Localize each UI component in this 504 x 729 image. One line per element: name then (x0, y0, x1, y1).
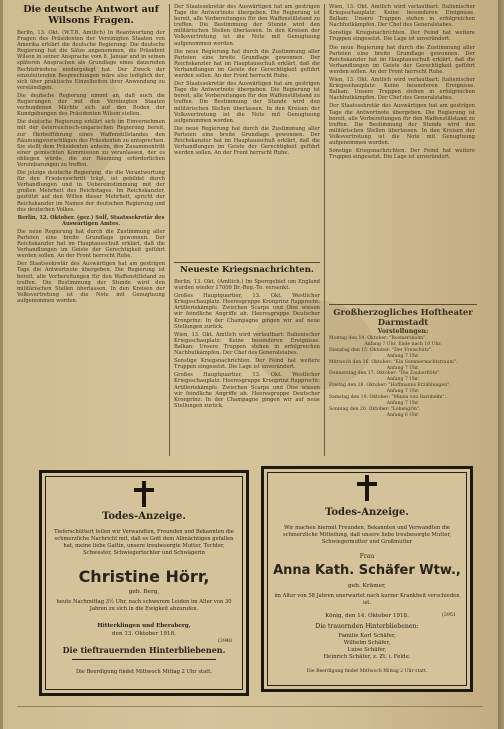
news-text: Großes Hauptquartier, 13. Okt. Westlicher Kriegsschauplatz. Heeresgruppe Kronprinz Rupprecht: Artilleriekämpfe. Zwischen Scarpe und Oise wiesen wir feindliche Angriffe ab. Heeresgruppe Deutscher Kronprinz: In der Champagne gingen wir auf neue Stellungen zurück. (174, 293, 320, 330)
article-column (17, 4, 165, 459)
column-three-text: Sonstige Kriegsnachrichten. Der Feind hat weitere Truppen eingesetzt. Die Lage ist unverändert. (329, 30, 475, 43)
funeral-info: Die Beerdigung findet Mittwoch Mittag 2 Uhr statt. (75, 669, 213, 675)
theatre-subtitle: Vorstellungen: (377, 328, 429, 335)
column-two (174, 4, 320, 260)
news-section (174, 265, 320, 455)
article-paragraph: Berlin, 13. Okt. (W.T.B. Amtlich) In Beantwortung der Fragen des Präsidenten der Vereinigten Staaten von Amerika erklärt die deutsche Regierung: Die deutsche Regierung hat die Sätze angenommen, die Präsident Wilson in seiner Ansprache vom 8. Januar und in seinen späteren Ansprachen als Grundlage eines dauernden Rechtsfriedens niedergelegt hat. Der Zweck der einzuleitenden Besprechungen wäre also lediglich der, sich über praktische Einzelheiten ihrer Anwendung zu verständigen. (17, 30, 165, 91)
notice-salutation: Frau (359, 553, 375, 560)
family-member: Heinrich Schäfer, z. Zt. i. Felde. (323, 654, 411, 660)
mourners: Die tieftrauernden Hinterbliebenen. (62, 645, 226, 655)
deceased-name: Christine Hörr, (78, 567, 210, 586)
notice-text: Wir machen hiermit Freunden, Bekannten und Verwandten die schmerzliche Mitteilung, daß unsere liebe treubesorgte Mutter, Schwiegermutter und Großmutter (283, 525, 451, 545)
cross-icon (357, 475, 377, 501)
notice-text-2: heute Nachmittag 3½ Uhr, nach schwerem Leiden im Alter von 30 Jahren zu sich in die Ewigkeit abzurufen. (56, 599, 232, 612)
news-text: Berlin, 13. Okt. (Amtlich.) Im Sperrgebiet um England wurden wieder 17000 Br.-Reg.-To. versenkt. (174, 279, 320, 292)
theatre-program (329, 336, 477, 419)
theatre-program-line: Donnerstag den 17. Oktober: "Die Zauberflöte". (329, 371, 441, 377)
theatre-program-line: Anfang 6 Uhr. (386, 412, 420, 418)
article-paragraph: Die jetzige deutsche Regierung, die die Verantwortung für den Friedensschritt trägt, ist gebildet durch Verhandlungen und in Uebereinstimmung mit der großen Mehrheit des Reichstages. Im Reichskanzler, gestützt auf den Willen dieser Mehrheit, spricht der Reichskanzler im Namen der deutschen Regierung und des deutschen Volkes. (17, 170, 165, 213)
theatre-program-line: Sonntag den 20. Oktober: "Lohengrin". (329, 406, 421, 412)
notice-code: (3948 (217, 639, 232, 644)
theatre-program-line: Samstag den 19. Oktober: "Minna von Barnhelm". (329, 395, 446, 401)
notice-place: Hitterklingen und Eberaberg, (97, 623, 191, 629)
newspaper-page (3, 0, 499, 729)
death-notice-left (39, 470, 249, 696)
mourners: Die trauernden Hinterbliebenen: (315, 623, 419, 630)
article-paragraph: Die deutsche Regierung nimmt an, daß auch die Regierungen der mit den Vereinigten Staaten verbundenen Mächte sich auf den Boden der Kundgebungen des Präsidenten Wilson stellen. (17, 92, 165, 118)
family-member: Familie Karl Schäfer, (338, 633, 396, 639)
column-three (329, 4, 475, 300)
family-member: Wilhelm Schäfer, (343, 640, 391, 646)
article-continued: Der Staatssekretär des Auswärtigen hat am gestrigen Tage die Antwortnote übergeben. Die Regierung ist bereit, alle Vorbereitungen für den Waffenstillstand zu treffen. Die Bestimmung der Stunde wird den militärischen Stellen überlassen. In den Kreisen der Volksvertretung ist die Note mit Genugtuung aufgenommen worden. (17, 261, 165, 304)
theatre-program-line: Anfang 7 Uhr. (386, 389, 420, 395)
family-list (264, 633, 470, 661)
notice-title: Todes-Anzeige. (325, 507, 409, 518)
article-headline: Die deutsche Antwort auf Wilsons Fragen. (23, 4, 159, 26)
notice-code: (3951 (441, 613, 456, 618)
news-text: Wien, 13. Okt. Amtlich wird verlautbart: Italienischer Kriegsschauplatz: Keine besonderen Ereignisse. Balkan: Unsere Truppen stehen in erfolgreichen Nachhutkämpfen. Der Chef des Generalstabes. (174, 331, 320, 357)
deceased-name: Anna Kath. Schäfer Wtw., (273, 563, 461, 578)
column-two-text: Die neue Regierung hat durch die Zustimmung aller Parteien eine breite Grundlage gewonnen. Der Reichskanzler hat im Hauptausschuß erklärt, daß die Verhandlungen im Geiste der Gerechtigkeit geführt werden sollen. An der Front herrscht Ruhe. (174, 125, 320, 157)
cross-icon (134, 481, 154, 507)
funeral-info: Die Beerdigung findet Mittwoch Mittag 2 Uhr statt. (306, 669, 428, 674)
article-continued: Die neue Regierung hat durch die Zustimmung aller Parteien eine breite Grundlage gewonnen. Der Reichskanzler hat im Hauptausschuß erklärt, daß die Verhandlungen im Geiste der Gerechtigkeit geführt werden sollen. An der Front herrscht Ruhe. (17, 228, 165, 260)
theatre-program-line: Freitag den 18. Oktober: "Hoffmanns Erzählungen". (329, 383, 451, 389)
theatre-program-line: Dienstag den 15. Oktober: "Der Freischütz". (329, 347, 433, 353)
family-member: Luise Schäfer, (347, 647, 387, 653)
theatre-program-line: Anfang 7 Uhr. (386, 353, 420, 359)
theatre-program-line: Anfang 7 Uhr. (386, 365, 420, 371)
column-divider (324, 4, 325, 456)
column-two-text: Die neue Regierung hat durch die Zustimmung aller Parteien eine breite Grundlage gewonnen. Der Reichskanzler hat im Hauptausschuß erklärt, daß die Verhandlungen im Geiste der Gerechtigkeit geführt werden sollen. An der Front herrscht Ruhe. (174, 48, 320, 80)
notice-text: Tieferschüttert teilen wir Verwandten, Freunden und Bekannten die schmerzliche Nachricht mit, daß es Gott dem Allmächtigen gefallen hat, meine liebe Gattin, unsere treubesorgte Mutter, Tochter, Schwester, Schwiegertochter und Schwägerin (54, 529, 234, 556)
theatre-program-line: Mittwoch den 16. Oktober: "Ein Sommernachtstraum". (329, 359, 458, 365)
bottom-rule (17, 706, 483, 707)
notice-date: den 13. Oktober 1918. (112, 631, 176, 637)
theatre-box (329, 308, 477, 456)
theatre-program-line: Montag den 14. Oktober: "Rosmersholm". (329, 336, 427, 341)
notice-place-date: König, den 14. Oktober 1918. (325, 613, 409, 619)
column-two-text: Der Staatssekretär des Auswärtigen hat am gestrigen Tage die Antwortnote übergeben. Die Regierung ist bereit, alle Vorbereitungen für den Waffenstillstand zu treffen. Die Bestimmung der Stunde wird den militärischen Stellen überlassen. In den Kreisen der Volksvertretung ist die Note mit Genugtuung aufgenommen worden. (174, 81, 320, 124)
column-three-text: Wien, 13. Okt. Amtlich wird verlautbart: Italienischer Kriegsschauplatz: Keine besonderen Ereignisse. Balkan: Unsere Truppen stehen in erfolgreichen Nachhutkämpfen. Der Chef des Generalstabes. (329, 4, 475, 29)
notice-text-2: im Alter von 58 Jahren unerwartet nach kurzer Krankheit verschieden ist. (274, 593, 460, 606)
notice-rule (72, 659, 216, 660)
column-divider (169, 4, 170, 456)
section-rule (329, 304, 477, 305)
column-three-text: Wien, 13. Okt. Amtlich wird verlautbart: Italienischer Kriegsschauplatz: Keine besonderen Ereignisse. Balkan: Unsere Truppen stehen in erfolgreichen Nachhutkämpfen. Der Chef des Generalstabes. (329, 77, 475, 102)
theatre-title: Großherzogliches Hoftheater Darmstadt (333, 308, 473, 328)
article-paragraph: Die deutsche Regierung erklärt sich im Einvernehmen mit der österreichisch-ungarischen Regierung bereit, zur Herbeiführung eines Waffenstillstandes den Räumungsvorschlägen des Präsidenten zu entsprechen. Sie stellt dem Präsidenten anheim, den Zusammentritt einer gemischten Kommission zu veranlassen, der es obliegen würde, die zur Räumung erforderlichen Vereinbarungen zu treffen. (17, 119, 165, 168)
theatre-program-line: Anfang 7 Uhr. Ende nach 10 Uhr. (364, 341, 442, 347)
article-signoff: Berlin, 12. Oktober. (gez.) Solf, Staatssekretär des Auswärtigen Amtes. (17, 214, 165, 227)
news-text: Großes Hauptquartier, 13. Okt. Westlicher Kriegsschauplatz. Heeresgruppe Kronprinz Rupprecht: Artilleriekämpfe. Zwischen Scarpe und Oise wiesen wir feindliche Angriffe ab. Heeresgruppe Deutscher Kronprinz: In der Champagne gingen wir auf neue Stellungen zurück. (174, 372, 320, 409)
page-fold (498, 0, 504, 729)
column-two-text: Der Staatssekretär des Auswärtigen hat am gestrigen Tage die Antwortnote übergeben. Die Regierung ist bereit, alle Vorbereitungen für den Waffenstillstand zu treffen. Die Bestimmung der Stunde wird den militärischen Stellen überlassen. In den Kreisen der Volksvertretung ist die Note mit Genugtuung aufgenommen worden. (174, 4, 320, 47)
column-three-text: Sonstige Kriegsnachrichten. Der Feind hat weitere Truppen eingesetzt. Die Lage ist unverändert. (329, 148, 475, 161)
theatre-program-line: Anfang 7 Uhr. (386, 377, 420, 383)
column-three-text: Der Staatssekretär des Auswärtigen hat am gestrigen Tage die Antwortnote übergeben. Die Regierung ist bereit, alle Vorbereitungen für den Waffenstillstand zu treffen. Die Bestimmung der Stunde wird den militärischen Stellen überlassen. In den Kreisen der Volksvertretung ist die Note mit Genugtuung aufgenommen worden. (329, 103, 475, 146)
section-rule (174, 262, 320, 263)
theatre-program-line: Anfang 7 Uhr. (386, 400, 420, 406)
column-three-text: Die neue Regierung hat durch die Zustimmung aller Parteien eine breite Grundlage gewonnen. Der Reichskanzler hat im Hauptausschuß erklärt, daß die Verhandlungen im Geiste der Gerechtigkeit geführt werden sollen. An der Front herrscht Ruhe. (329, 44, 475, 75)
deceased-maiden-name: geb. Krämer, (348, 583, 386, 589)
news-text: Sonstige Kriegsnachrichten. Der Feind hat weitere Truppen eingesetzt. Die Lage ist unverändert. (174, 358, 320, 371)
deceased-maiden-name: geb. Berg, (128, 589, 160, 595)
notice-title: Todes-Anzeige. (102, 511, 186, 522)
news-headline: Neueste Kriegsnachrichten. (180, 265, 314, 275)
death-notice-right (261, 466, 473, 692)
